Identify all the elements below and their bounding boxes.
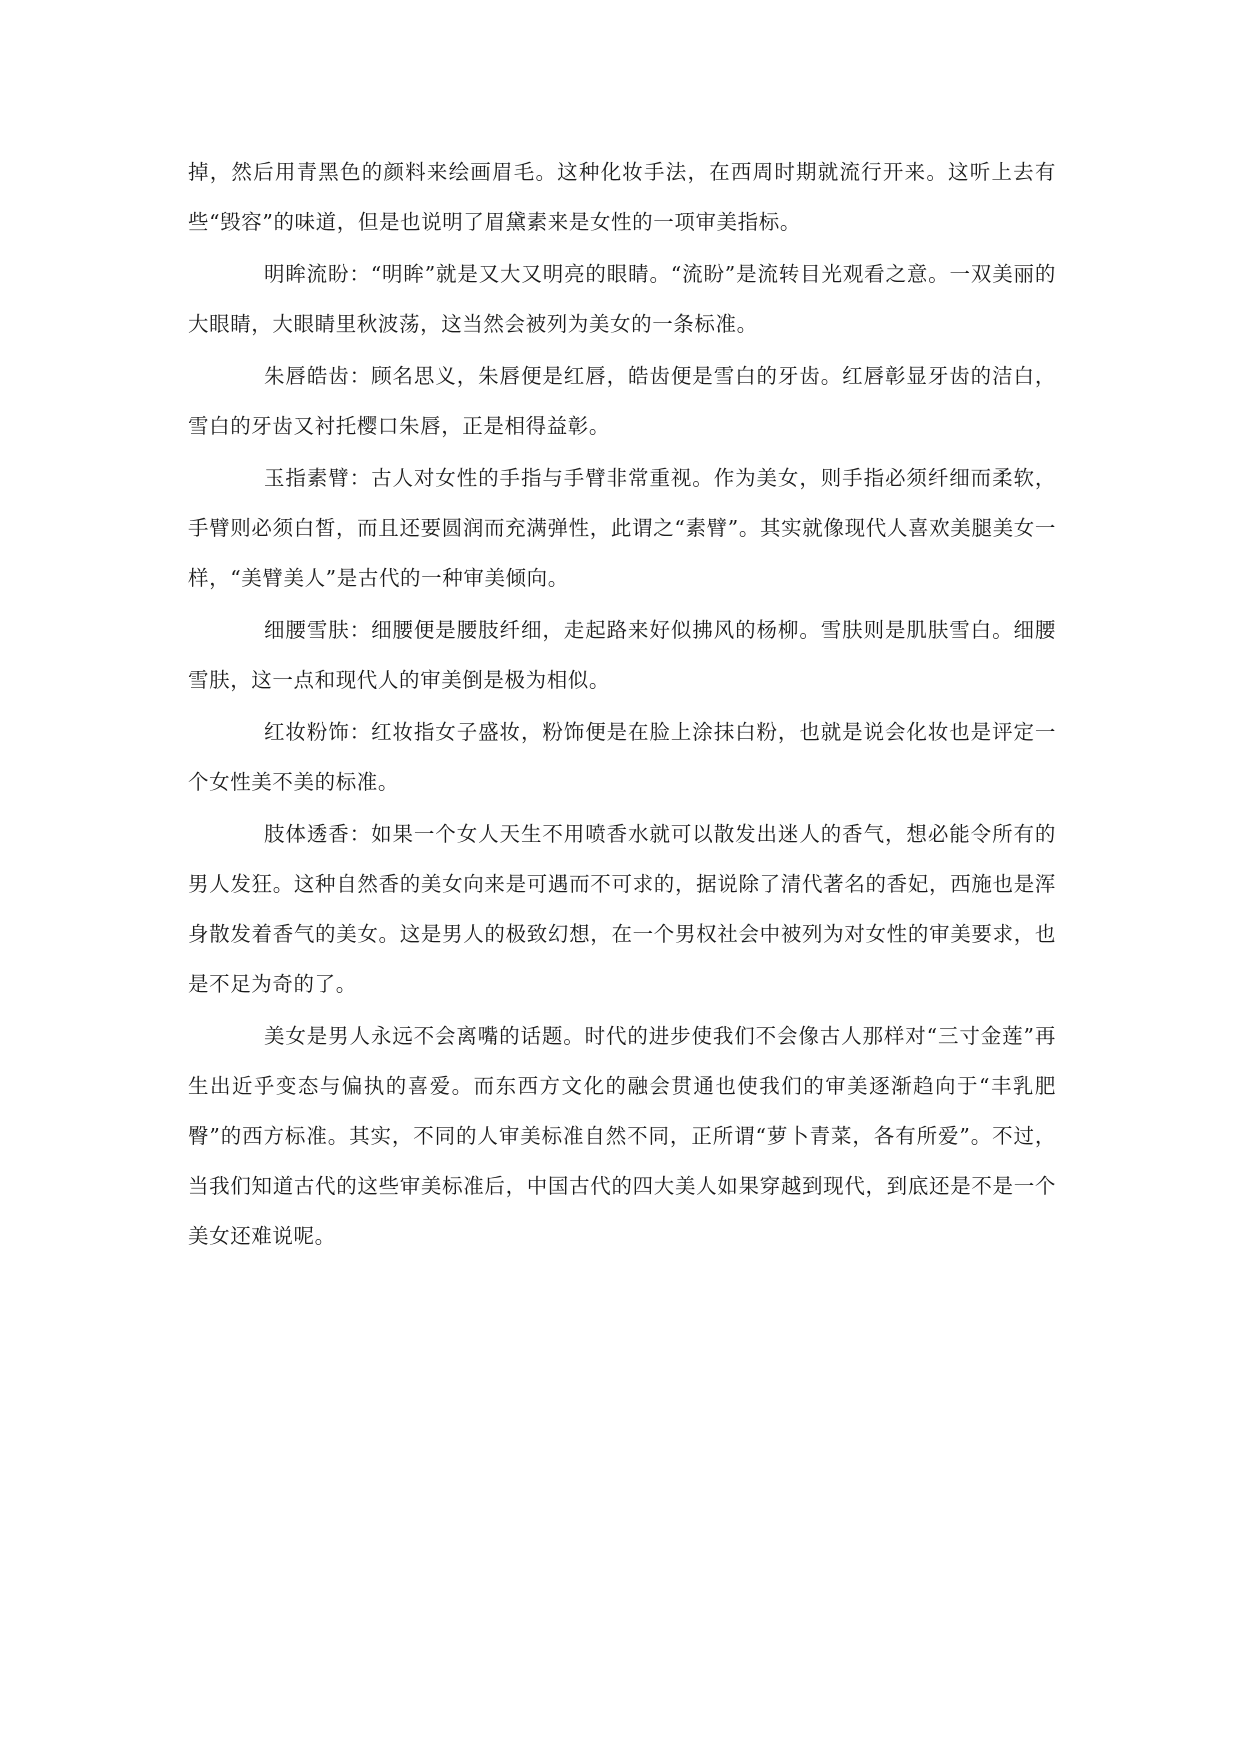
document-body	[188, 147, 1056, 1263]
paragraph: 细腰雪肤：细腰便是腰肢纤细，走起路来好似拂风的杨柳。雪肤则是肌肤雪白。细腰雪肤，这一点和现代人的审美倒是极为相似。	[188, 618, 1056, 692]
paragraph: 掉，然后用青黑色的颜料来绘画眉毛。这种化妆手法，在西周时期就流行开来。这听上去有些“毁容”的味道，但是也说明了眉黛素来是女性的一项审美指标。	[188, 160, 1056, 234]
paragraph: 肢体透香：如果一个女人天生不用喷香水就可以散发出迷人的香气，想必能令所有的男人发狂。这种自然香的美女向来是可遇而不可求的，据说除了清代著名的香妃，西施也是浑身散发着香气的美女。这是男人的极致幻想，在一个男权社会中被列为对女性的审美要求，也是不足为奇的了。	[188, 822, 1056, 996]
paragraph: 美女是男人永远不会离嘴的话题。时代的进步使我们不会像古人那样对“三寸金莲”再生出近乎变态与偏执的喜爱。而东西方文化的融会贯通也使我们的审美逐渐趋向于“丰乳肥臀”的西方标准。其实，不同的人审美标准自然不同，正所谓“萝卜青菜，各有所爱”。不过，当我们知道古代的这些审美标准后，中国古代的四大美人如果穿越到现代，到底还是不是一个美女还难说呢。	[188, 1024, 1056, 1248]
paragraph: 玉指素臂：古人对女性的手指与手臂非常重视。作为美女，则手指必须纤细而柔软，手臂则必须白皙，而且还要圆润而充满弹性，此谓之“素臂”。其实就像现代人喜欢美腿美女一样，“美臂美人”是古代的一种审美倾向。	[188, 466, 1056, 590]
paragraph: 明眸流盼：“明眸”就是又大又明亮的眼睛。“流盼”是流转目光观看之意。一双美丽的大眼睛，大眼睛里秋波荡，这当然会被列为美女的一条标准。	[188, 262, 1056, 336]
paragraph: 朱唇皓齿：顾名思义，朱唇便是红唇，皓齿便是雪白的牙齿。红唇彰显牙齿的洁白，雪白的牙齿又衬托樱口朱唇，正是相得益彰。	[188, 364, 1056, 438]
paragraph: 红妆粉饰：红妆指女子盛妆，粉饰便是在脸上涂抹白粉，也就是说会化妆也是评定一个女性美不美的标准。	[188, 720, 1056, 794]
